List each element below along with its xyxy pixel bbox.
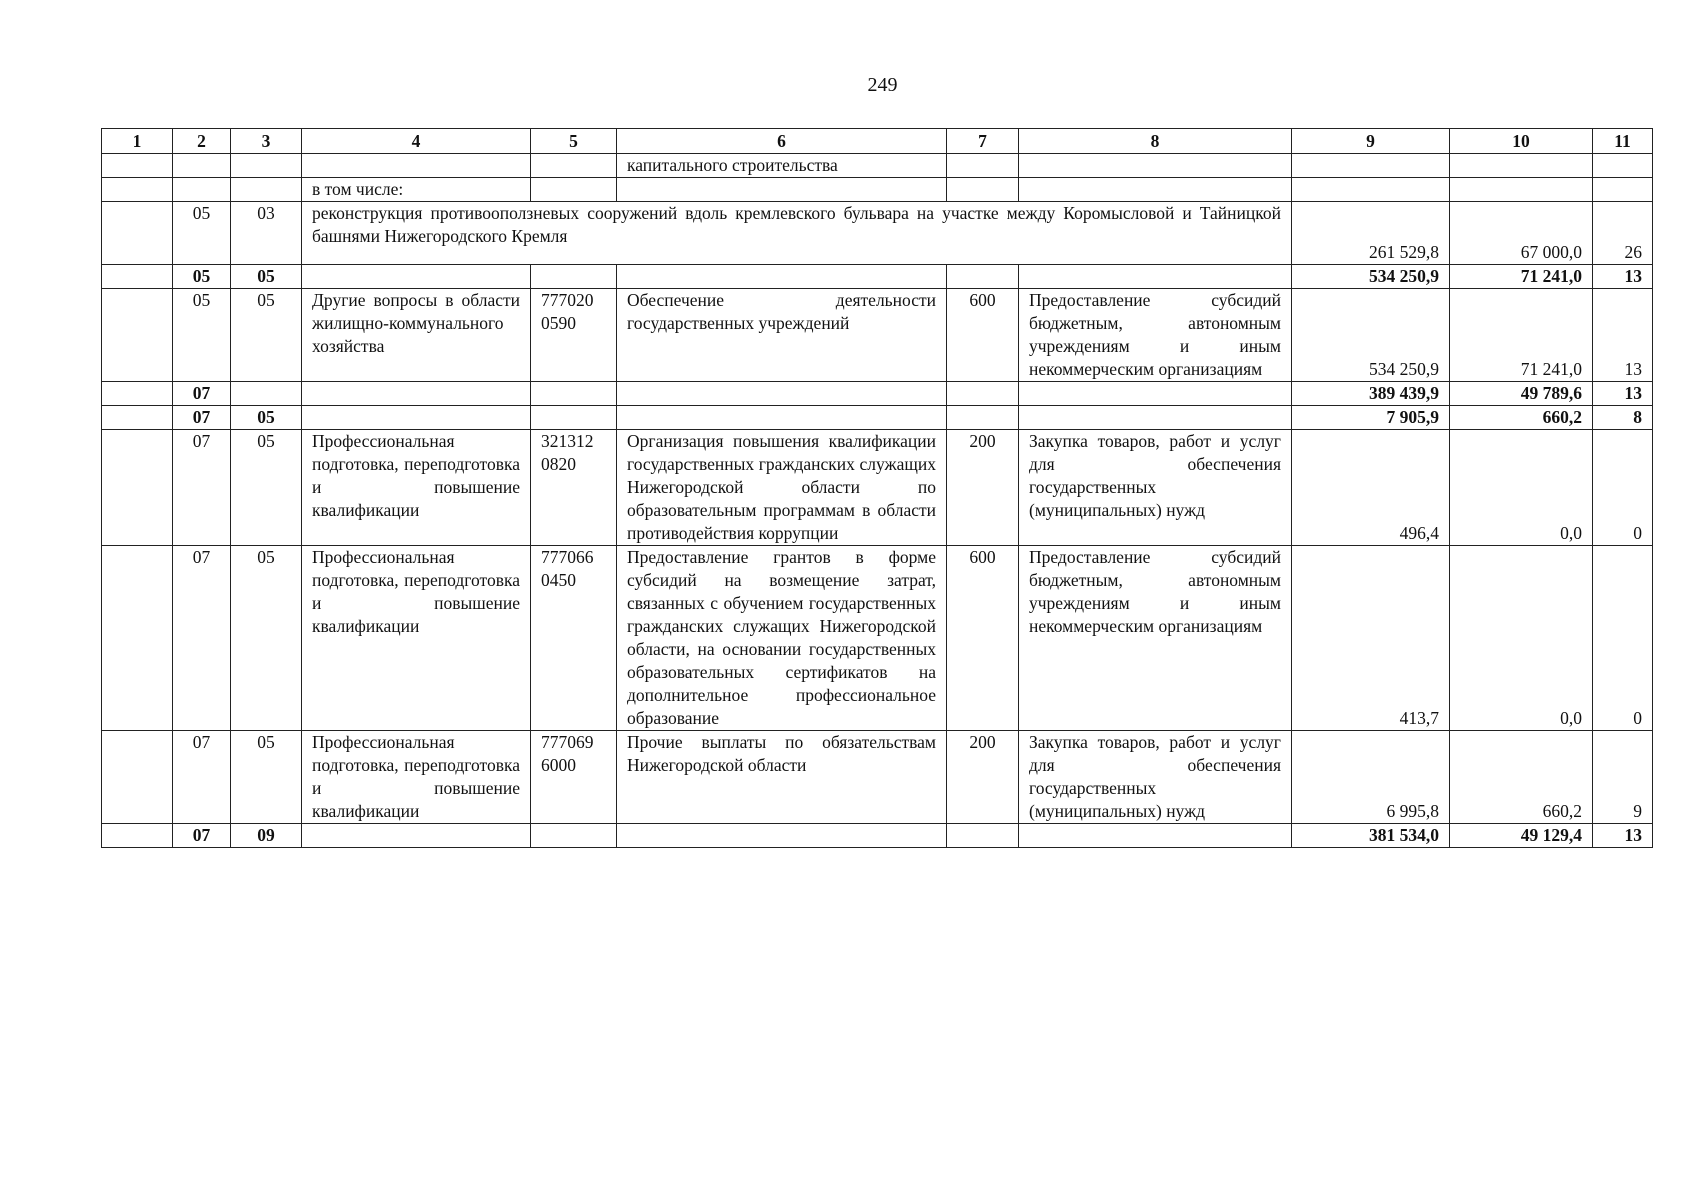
expense-purpose-cell: капитального строительства — [617, 154, 947, 178]
section-name-cell: Другие вопросы в области жилищно-коммунального хозяйства — [302, 289, 531, 382]
table-row — [102, 202, 1653, 265]
table-row — [102, 382, 1653, 406]
cell — [302, 824, 531, 848]
cell — [1019, 265, 1292, 289]
section-code-cell: 05 — [173, 202, 231, 265]
cell — [102, 824, 173, 848]
percent-cell: 13 — [1593, 289, 1653, 382]
cell — [102, 382, 173, 406]
table-row — [102, 265, 1653, 289]
cell — [302, 265, 531, 289]
executed-cell: 67 000,0 — [1450, 202, 1593, 265]
executed-cell: 71 241,0 — [1450, 289, 1593, 382]
table-row — [102, 154, 1653, 178]
table-row — [102, 546, 1653, 731]
percent-cell: 9 — [1593, 731, 1653, 824]
expense-type-code-cell: 600 — [947, 289, 1019, 382]
section-name-cell: Профессиональная подготовка, переподготовка и повышение квалификации — [302, 546, 531, 731]
table-row — [102, 406, 1653, 430]
column-header: 7 — [947, 129, 1019, 154]
expense-type-code-cell: 200 — [947, 731, 1019, 824]
cell — [1450, 154, 1593, 178]
executed-cell: 49 129,4 — [1450, 824, 1593, 848]
section-code-cell: 07 — [173, 430, 231, 546]
cell — [1292, 154, 1450, 178]
percent-cell: 0 — [1593, 546, 1653, 731]
column-header: 4 — [302, 129, 531, 154]
amount-cell: 534 250,9 — [1292, 289, 1450, 382]
cell — [102, 289, 173, 382]
section-code-cell: 07 — [173, 731, 231, 824]
cell — [947, 265, 1019, 289]
table-row — [102, 430, 1653, 546]
executed-cell: 660,2 — [1450, 406, 1593, 430]
column-header: 10 — [1450, 129, 1593, 154]
percent-cell: 13 — [1593, 382, 1653, 406]
section-name-cell: в том числе: — [302, 178, 531, 202]
amount-cell: 389 439,9 — [1292, 382, 1450, 406]
amount-cell: 413,7 — [1292, 546, 1450, 731]
executed-cell: 0,0 — [1450, 546, 1593, 731]
cell — [102, 731, 173, 824]
target-article-cell: 777020 0590 — [531, 289, 617, 382]
cell — [1593, 154, 1653, 178]
cell — [102, 265, 173, 289]
column-header: 8 — [1019, 129, 1292, 154]
cell — [947, 406, 1019, 430]
subsection-code-cell: 05 — [231, 289, 302, 382]
amount-cell: 261 529,8 — [1292, 202, 1450, 265]
cell — [617, 824, 947, 848]
section-name-cell: Профессиональная подготовка, переподготовка и повышение квалификации — [302, 731, 531, 824]
expense-type-name-cell: Предоставление субсидий бюджетным, автономным учреждениям и иным некоммерческим организациям — [1019, 289, 1292, 382]
cell — [102, 154, 173, 178]
cell — [947, 154, 1019, 178]
column-number-row — [102, 129, 1653, 154]
column-header: 1 — [102, 129, 173, 154]
expense-type-code-cell: 600 — [947, 546, 1019, 731]
expense-type-name-cell: Закупка товаров, работ и услуг для обеспечения государственных (муниципальных) нужд — [1019, 731, 1292, 824]
cell — [617, 382, 947, 406]
cell — [947, 824, 1019, 848]
cell — [102, 546, 173, 731]
cell — [617, 406, 947, 430]
amount-cell: 7 905,9 — [1292, 406, 1450, 430]
cell — [531, 154, 617, 178]
column-header: 11 — [1593, 129, 1653, 154]
section-code-cell: 05 — [173, 289, 231, 382]
cell — [173, 154, 231, 178]
percent-cell: 13 — [1593, 265, 1653, 289]
section-code-cell: 07 — [173, 824, 231, 848]
target-article-cell: 777069 6000 — [531, 731, 617, 824]
expense-purpose-cell: Прочие выплаты по обязательствам Нижегородской области — [617, 731, 947, 824]
column-header: 9 — [1292, 129, 1450, 154]
subsection-code-cell: 09 — [231, 824, 302, 848]
page-number: 249 — [867, 74, 898, 96]
table-row — [102, 178, 1653, 202]
cell — [302, 406, 531, 430]
subsection-code-cell: 05 — [231, 406, 302, 430]
subsection-code-cell: 03 — [231, 202, 302, 265]
cell — [531, 178, 617, 202]
column-header: 2 — [173, 129, 231, 154]
amount-cell: 6 995,8 — [1292, 731, 1450, 824]
amount-cell: 381 534,0 — [1292, 824, 1450, 848]
cell — [1292, 178, 1450, 202]
cell — [617, 178, 947, 202]
table-row — [102, 289, 1653, 382]
expense-purpose-cell: Организация повышения квалификации государственных гражданских служащих Нижегородской области по образовательным программам в области противодействия коррупции — [617, 430, 947, 546]
cell — [102, 406, 173, 430]
cell — [231, 154, 302, 178]
percent-cell: 0 — [1593, 430, 1653, 546]
executed-cell: 0,0 — [1450, 430, 1593, 546]
column-header: 6 — [617, 129, 947, 154]
expense-type-name-cell: Предоставление субсидий бюджетным, автономным учреждениям и иным некоммерческим организациям — [1019, 546, 1292, 731]
subsection-code-cell: 05 — [231, 731, 302, 824]
cell — [1019, 824, 1292, 848]
cell — [173, 178, 231, 202]
expense-purpose-cell: Предоставление грантов в форме субсидий на возмещение затрат, связанных с обучением государственных гражданских служащих Нижегородской области, на основании государственных образовательных сертификатов на дополнительное профессиональное образование — [617, 546, 947, 731]
section-name-cell: Профессиональная подготовка, переподготовка и повышение квалификации — [302, 430, 531, 546]
cell — [1450, 178, 1593, 202]
section-code-cell: 07 — [173, 406, 231, 430]
cell — [102, 202, 173, 265]
table-row — [102, 731, 1653, 824]
column-header: 3 — [231, 129, 302, 154]
cell — [1019, 382, 1292, 406]
expense-purpose-cell: Обеспечение деятельности государственных учреждений — [617, 289, 947, 382]
cell — [102, 430, 173, 546]
table-row — [102, 824, 1653, 848]
percent-cell: 26 — [1593, 202, 1653, 265]
cell — [531, 406, 617, 430]
executed-cell: 49 789,6 — [1450, 382, 1593, 406]
cell — [947, 382, 1019, 406]
cell — [1019, 406, 1292, 430]
subsection-code-cell: 05 — [231, 546, 302, 731]
cell — [302, 154, 531, 178]
cell — [531, 824, 617, 848]
section-code-cell: 05 — [173, 265, 231, 289]
target-article-cell: 321312 0820 — [531, 430, 617, 546]
subsection-code-cell: 05 — [231, 430, 302, 546]
amount-cell: 496,4 — [1292, 430, 1450, 546]
cell — [947, 178, 1019, 202]
cell — [1593, 178, 1653, 202]
expense-type-code-cell: 200 — [947, 430, 1019, 546]
target-article-cell: 777066 0450 — [531, 546, 617, 731]
amount-cell: 534 250,9 — [1292, 265, 1450, 289]
cell — [531, 265, 617, 289]
object-description-cell: реконструкция противооползневых сооружений вдоль кремлевского бульвара на участке между Коромысловой и Тайницкой башнями Нижегородского Кремля — [302, 202, 1292, 265]
cell — [531, 382, 617, 406]
cell — [302, 382, 531, 406]
cell — [1019, 154, 1292, 178]
section-code-cell: 07 — [173, 382, 231, 406]
column-header: 5 — [531, 129, 617, 154]
percent-cell: 13 — [1593, 824, 1653, 848]
expense-type-name-cell: Закупка товаров, работ и услуг для обеспечения государственных (муниципальных) нужд — [1019, 430, 1292, 546]
executed-cell: 71 241,0 — [1450, 265, 1593, 289]
subsection-code-cell: 05 — [231, 265, 302, 289]
executed-cell: 660,2 — [1450, 731, 1593, 824]
cell — [617, 265, 947, 289]
section-code-cell: 07 — [173, 546, 231, 731]
cell — [231, 382, 302, 406]
cell — [102, 178, 173, 202]
budget-table — [101, 128, 1653, 848]
percent-cell: 8 — [1593, 406, 1653, 430]
cell — [1019, 178, 1292, 202]
cell — [231, 178, 302, 202]
